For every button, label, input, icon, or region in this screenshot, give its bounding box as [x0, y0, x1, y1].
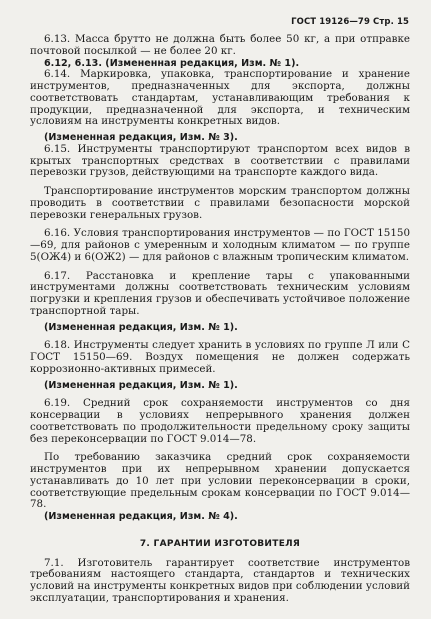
document-body: [30, 34, 410, 605]
amendment-note: (Измененная редакция, Изм. № 1).: [44, 379, 238, 391]
paragraph-6-19-continued: По требованию заказчика средний срок сохраняемости инструментов при их непрерывном хранении допускается устанавливать до 10 лет при условии переконсервации в сроки, соответствующие предельным срокам консервации по ГОСТ 9.014—78.: [30, 451, 410, 511]
paragraph-6-14: 6.14. Маркировка, упаковка, транспортирование и хранение инструментов, предназначенных для экспорта, должны соответствовать стандартам, устанавливающим требования к продукции, предназначенной для экспорта, и техническим условиям на инструменты конкретных видов.: [30, 68, 410, 128]
paragraph-6-17: 6.17. Расстановка и крепление тары с упакованными инструментами должны соответствовать техническим условиям погрузки и крепления грузов и обеспечивать устойчивое положение транспортной тары.: [30, 269, 410, 317]
amendment-note: 6.12, 6.13. (Измененная редакция, Изм. № 1).: [44, 57, 300, 69]
amendment-note: (Измененная редакция, Изм. № 1).: [44, 321, 238, 333]
section-title: 7. ГАРАНТИИ ИЗГОТОВИТЕЛЯ: [139, 538, 301, 549]
paragraph-6-15: 6.15. Инструменты транспортируют транспортом всех видов в крытых транспортных средствах в соответствии с правилами перевозки грузов, действующими на транспорте каждого вида.: [30, 142, 410, 179]
paragraph-6-13: 6.13. Масса брутто не должна быть более 50 кг, а при отправке почтовой посылкой — не более 20 кг.: [30, 33, 410, 57]
amendment-note: (Измененная редакция, Изм. № 3).: [44, 132, 238, 143]
paragraph-6-15-continued: Транспортирование инструментов морским транспортом должны проводить в соответствии с правилами безопасности морской перевозки генеральных грузов.: [30, 185, 410, 221]
paragraph-6-19: 6.19. Средний срок сохраняемости инструментов со дня консервации в условиях непрерывного хранения должен соответствовать по продолжительности предельному сроку защиты без переконсервации по ГОСТ 9.014—78.: [30, 397, 410, 445]
paragraph-6-16: 6.16. Условия транспортирования инструментов — по ГОСТ 15150—69, для районов с умеренным и холодным климатом — по группе 5(ОЖ4) и 6(ОЖ2) — для районов с влажным тропическим климатом.: [30, 227, 410, 263]
amendment-note: (Измененная редакция, Изм. № 4).: [44, 511, 238, 522]
paragraph-7-1: 7.1. Изготовитель гарантирует соответствие инструментов требованиям настоящего стандарта, стандартов и технических условий на инструменты конкретных видов при соблюдении условий эксплуатации, транспортирования и хранения.: [30, 556, 410, 604]
page-header: ГОСТ 19126—79 Стр. 15: [291, 17, 409, 27]
paragraph-6-18: 6.18. Инструменты следует хранить в условиях по группе Л или С ГОСТ 15150—69. Воздух помещения не должен содержать коррозионно-активных примесей.: [30, 339, 410, 375]
